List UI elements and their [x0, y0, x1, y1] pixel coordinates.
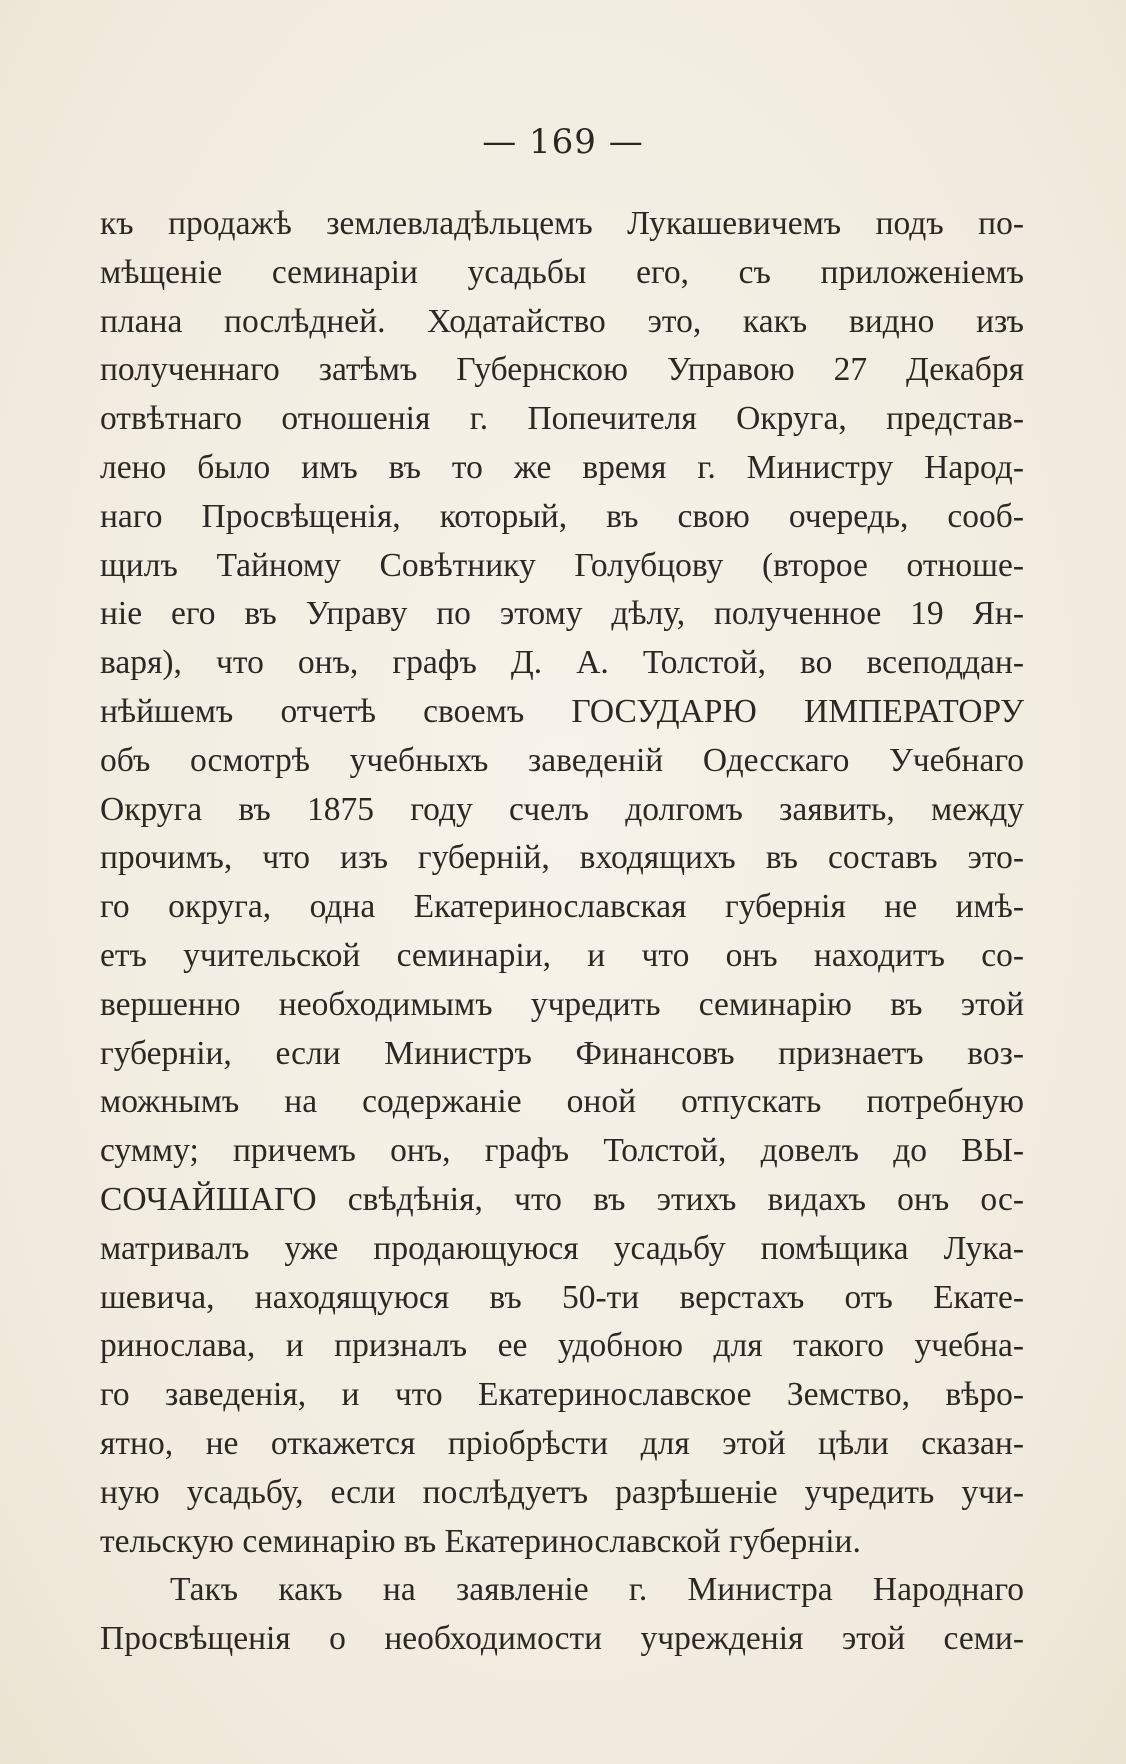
text-line: СОЧАЙШАГО свѣдѣнія, что въ этихъ видахъ онъ ос-	[100, 1180, 1024, 1218]
body-text	[100, 200, 1024, 1664]
page-number: — 169 —	[482, 122, 644, 162]
text-line: мѣщеніе семинаріи усадьбы его, съ приложеніемъ	[100, 253, 1024, 291]
text-line: тельскую семинарію въ Екатеринославской губерніи.	[100, 1522, 861, 1560]
text-line: Округа въ 1875 году счелъ долгомъ заявить, между	[100, 790, 1024, 828]
text-line: варя), что онъ, графъ Д. А. Толстой, во всеподдан-	[100, 644, 1024, 682]
text-line: Такъ какъ на заявленіе г. Министра Народнаго	[170, 1571, 1024, 1609]
text-line: объ осмотрѣ учебныхъ заведеній Одесскаго Учебнаго	[100, 741, 1024, 779]
text-line: го заведенія, и что Екатеринославское Земство, вѣро-	[100, 1376, 1024, 1414]
text-line: нѣйшемъ отчетѣ своемъ ГОСУДАРЮ ИМПЕРАТОРУ	[100, 692, 1024, 730]
text-line: вершенно необходимымъ учредить семинарію въ этой	[100, 985, 1024, 1023]
text-line: матривалъ уже продающуюся усадьбу помѣщика Лука-	[100, 1229, 1024, 1267]
text-line: сумму; причемъ онъ, графъ Толстой, довелъ до ВЫ-	[100, 1132, 1024, 1170]
text-line: къ продажѣ землевладѣльцемъ Лукашевичемъ подъ по-	[100, 205, 1024, 242]
text-line: го округа, одна Екатеринославская губернія не имѣ-	[100, 888, 1024, 926]
text-line: прочимъ, что изъ губерній, входящихъ въ составъ это-	[100, 839, 1024, 877]
text-line: Просвѣщенія о необходимости учрежденія этой семи-	[100, 1620, 1024, 1658]
text-line: шевича, находящуюся въ 50-ти верстахъ отъ Екате-	[100, 1278, 1024, 1316]
text-line: ніе его въ Управу по этому дѣлу, полученное 19 Ян-	[100, 595, 1024, 633]
text-line: етъ учительской семинаріи, и что онъ находитъ со-	[100, 936, 1024, 974]
text-line: лено было имъ въ то же время г. Министру Народ-	[100, 448, 1024, 486]
text-line: ятно, не откажется пріобрѣсти для этой цѣли сказан-	[100, 1424, 1024, 1462]
text-line: губерніи, если Министръ Финансовъ признаетъ воз-	[100, 1034, 1024, 1072]
paragraph-1	[100, 200, 1024, 1566]
text-line: можнымъ на содержаніе оной отпускать потребную	[100, 1083, 1024, 1121]
text-line: наго Просвѣщенія, который, въ свою очередь, сооб-	[100, 497, 1024, 535]
text-line: ринослава, и призналъ ее удобною для такого учебна-	[100, 1327, 1024, 1365]
text-line: щилъ Тайному Совѣтнику Голубцову (второе отноше-	[100, 546, 1024, 584]
text-line: плана послѣдней. Ходатайство это, какъ видно изъ	[100, 302, 1024, 340]
text-line: полученнаго затѣмъ Губернскою Управою 27 Декабря	[100, 351, 1024, 389]
text-line: отвѣтнаго отношенія г. Попечителя Округа, представ-	[100, 400, 1024, 438]
paragraph-2	[100, 1566, 1024, 1664]
text-line: ную усадьбу, если послѣдуетъ разрѣшеніе учредить учи-	[100, 1473, 1024, 1511]
